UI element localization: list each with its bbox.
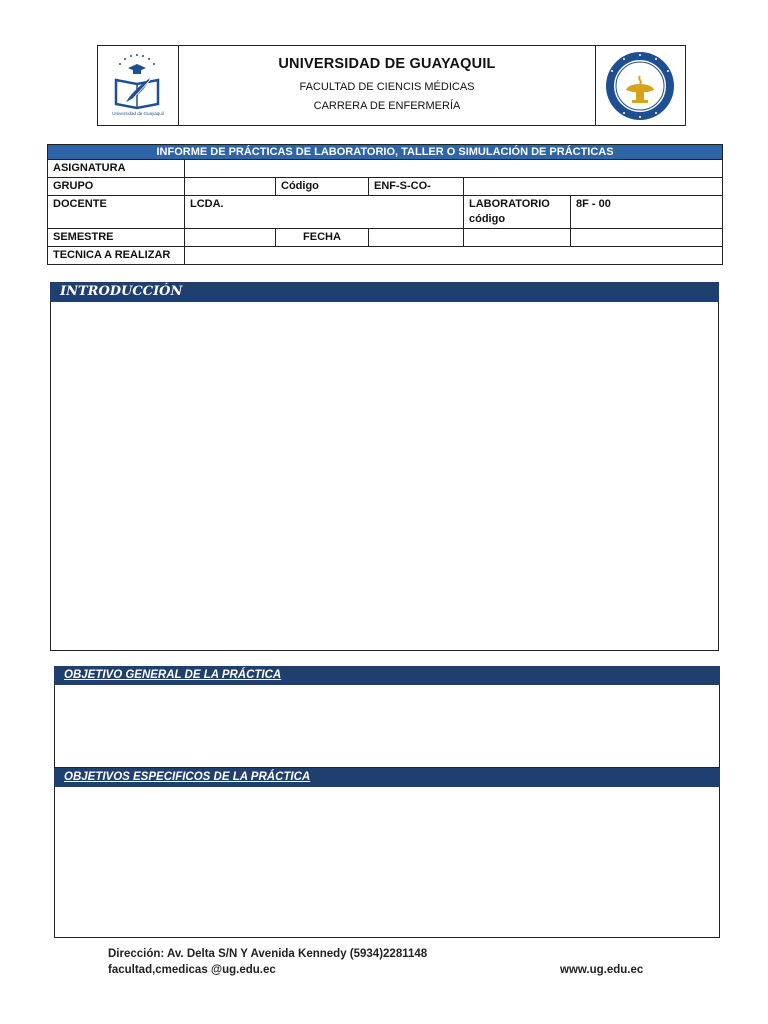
- semestre-extra-field-2[interactable]: [571, 229, 723, 247]
- tecnica-label: TECNICA A REALIZAR: [48, 247, 185, 265]
- laboratorio-label-line2: código: [469, 213, 506, 225]
- university-title: UNIVERSIDAD DE GUAYAQUIL: [278, 56, 496, 72]
- grupo-field[interactable]: [185, 178, 276, 196]
- fecha-label: FECHA: [276, 229, 369, 247]
- laboratorio-label: [464, 196, 571, 229]
- table-row: [48, 178, 723, 196]
- objetivo-general-textarea[interactable]: [55, 686, 719, 766]
- footer-email[interactable]: facultad,cmedicas @ug.edu.ec: [108, 964, 276, 976]
- career-name: CARRERA DE ENFERMERÍA: [313, 100, 461, 112]
- document-header: [97, 45, 686, 126]
- docente-field[interactable]: LCDA.: [185, 196, 464, 229]
- nursing-seal: [595, 46, 685, 125]
- footer-address: Dirección: Av. Delta S/N Y Avenida Kennedy (5934)2281148: [108, 948, 428, 960]
- university-logo: [98, 46, 179, 125]
- table-row: [48, 229, 723, 247]
- asignatura-label: ASIGNATURA: [48, 160, 185, 178]
- semestre-field[interactable]: [185, 229, 276, 247]
- asignatura-field[interactable]: [185, 160, 723, 178]
- tecnica-field[interactable]: [185, 247, 723, 265]
- docente-label: DOCENTE: [48, 196, 185, 229]
- table-title-row: [48, 145, 723, 160]
- table-row: [48, 196, 723, 229]
- form-title: INFORME DE PRÁCTICAS DE LABORATORIO, TALLER O SIMULACIÓN DE PRÁCTICAS: [48, 145, 723, 160]
- laboratorio-label-line1: LABORATORIO: [469, 198, 550, 210]
- laboratorio-value[interactable]: 8F - 00: [571, 196, 723, 229]
- footer-website[interactable]: www.ug.edu.ec: [560, 964, 644, 976]
- semestre-label: SEMESTRE: [48, 229, 185, 247]
- fecha-field[interactable]: [369, 229, 464, 247]
- objetivos-especificos-heading: OBJETIVOS ESPECIFICOS DE LA PRÁCTICA: [54, 768, 720, 787]
- practice-info-table: [47, 144, 723, 265]
- grupo-label: GRUPO: [48, 178, 185, 196]
- objetivos-especificos-textarea[interactable]: [55, 788, 719, 937]
- logo-caption: Universidad de Guayaquil: [112, 111, 164, 116]
- nursing-seal-icon: [596, 46, 684, 125]
- faculty-name: FACULTAD DE CIENCIS MÉDICAS: [299, 81, 475, 93]
- codigo-value[interactable]: ENF-S-CO-: [369, 178, 464, 196]
- grupo-extra-field[interactable]: [464, 178, 723, 196]
- table-row: [48, 247, 723, 265]
- objetivo-general-heading: OBJETIVO GENERAL DE LA PRÁCTICA: [54, 666, 720, 685]
- table-row: [48, 160, 723, 178]
- semestre-extra-field-1[interactable]: [464, 229, 571, 247]
- codigo-label: Código: [276, 178, 369, 196]
- introduccion-heading: INTRODUCCIÓN: [50, 282, 719, 302]
- introduccion-textarea[interactable]: [50, 282, 719, 651]
